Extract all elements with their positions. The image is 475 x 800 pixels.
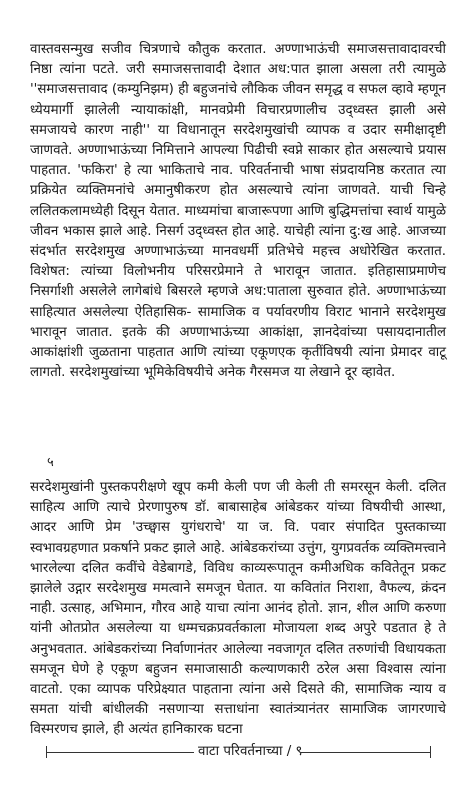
footer-rule-cap-right — [430, 746, 431, 758]
running-title: वाटा परिवर्तनाच्या / ९ — [198, 744, 303, 759]
page-footer — [32, 742, 444, 764]
footer-rule-left — [46, 752, 194, 753]
footer-rule-right — [300, 752, 430, 753]
body-paragraph-2: सरदेशमुखांनी पुस्तकपरीक्षणे खूप कमी केली पण जी केली ती समरसून केली. दलित साहित्य आणि त्याचे प्रेरणापुरुष डॉ. बाबासाहेब आंबेडकर यांच्या विषयीची आस्था, आदर आणि प्रेम 'उच्छ्वास युगंधराचे' या ज. वि. पवार संपादित पुस्तकाच्या स्वभावग्रहणात प्रकर्षाने प्रकट झाले आहे. आंबेडकरांच्या उत्तुंग, युगप्रवर्तक व्यक्तिमत्त्वाने भारलेल्या दलित कवींचे वेडेबागडे, विविध काव्यरूपातून कमीअधिक कवितेतून प्रकट झालेले उद्गार सरदेशमुख ममत्वाने समजून घेतात. या कवितांत निराशा, वैफल्य, क्रंदन नाही. उत्साह, अभिमान, गौरव आहे याचा त्यांना आनंद होतो. ज्ञान, शील आणि करुणा यांनी ओतप्रोत असलेल्या या धम्मचक्रप्रवर्तकाला मोजायला शब्द अपुरे पडतात हे ते अनुभवतात. आंबेडकरांच्या निर्वाणानंतर आलेल्या नवजागृत दलित तरुणांची विधायकता समजून घेणे हे एकूण बहुजन समाजासाठी कल्याणकारी ठरेल असा विश्वास त्यांना वाटतो. एका व्यापक परिप्रेक्ष्यात पाहताना त्यांना असे दिसते की, सामाजिक न्याय व समता यांची बांधीलकी नसणाऱ्या सत्ताधांना स्वातंत्र्यानंतर सामाजिक जागरणाचे विस्मरणच झाले, ही अत्यंत हानिकारक घटना — [30, 480, 446, 738]
body-paragraph-1: वास्तवसन्मुख सजीव चित्रणाचे कौतुक करतात. अण्णाभाऊंची समाजसत्तावादावरची निष्ठा त्यांना पटते. जरी समाजसत्तावादी देशात अध:पात झाला असला तरी त्यामुळे ''समाजसत्तावाद (कम्युनिझम) ही बहुजनांचे लौकिक जीवन समृद्ध व सफल व्हावे म्हणून ध्येयमार्गी झालेली न्यायाकांक्षी, मानवप्रेमी विचारप्रणालीच उद्ध्वस्त झाली असे समजायचे कारण नाही'' या विधानातून सरदेशमुखांची व्यापक व उदार समीक्षादृष्टी जाणवते. अण्णाभाऊंच्या निमित्ताने आपल्या पिढीची स्वप्ने साकार होत असल्याचे प्रयास पाहतात. 'फकिरा' हे त्या भाकिताचे नाव. परिवर्तनाची भाषा संप्रदायनिष्ठ करतात त्या प्रक्रियेत व्यक्तिमनांचे अमानुषीकरण होत असल्याचे त्यांना जाणवते. याची चिन्हे ललितकलामध्येही दिसून येतात. माध्यमांचा बाजारूपणा आणि बुद्धिमत्तांचा स्वार्थ यामुळे जीवन भकास झाले आहे. निसर्ग उद्ध्वस्त होत आहे. याचेही त्यांना दु:ख आहे. आजच्या संदर्भात सरदेशमुख अण्णाभाऊंच्या मानवधर्मी प्रतिभेचे महत्त्व अधोरेखित करतात. विशेषत: त्यांच्या विलोभनीय परिसरप्रेमाने ते भारावून जातात. इतिहासाप्रमाणेच निसर्गाशी असलेले लागेबांधे बिसरले म्हणजे अध:पाताला सुरुवात होते. अण्णाभाऊंच्या साहित्यात असलेल्या ऐतिहासिक- सामाजिक व पर्यावरणीय विराट भानाने सरदेशमुख भारावून जातात. इतके की अण्णाभाऊंच्या आकांक्षा, ज्ञानदेवांच्या पसायदानातील आकांक्षांशी जुळताना पाहतात आणि त्यांच्या एकूणएक कृतींविषयी त्यांना प्रेमादर वाटू लागतो. सरदेशमुखांच्या भूमिकेविषयीचे अनेक गैरसमज या लेखाने दूर व्हावेत. — [30, 42, 446, 381]
section-marker: ५ — [47, 455, 54, 470]
